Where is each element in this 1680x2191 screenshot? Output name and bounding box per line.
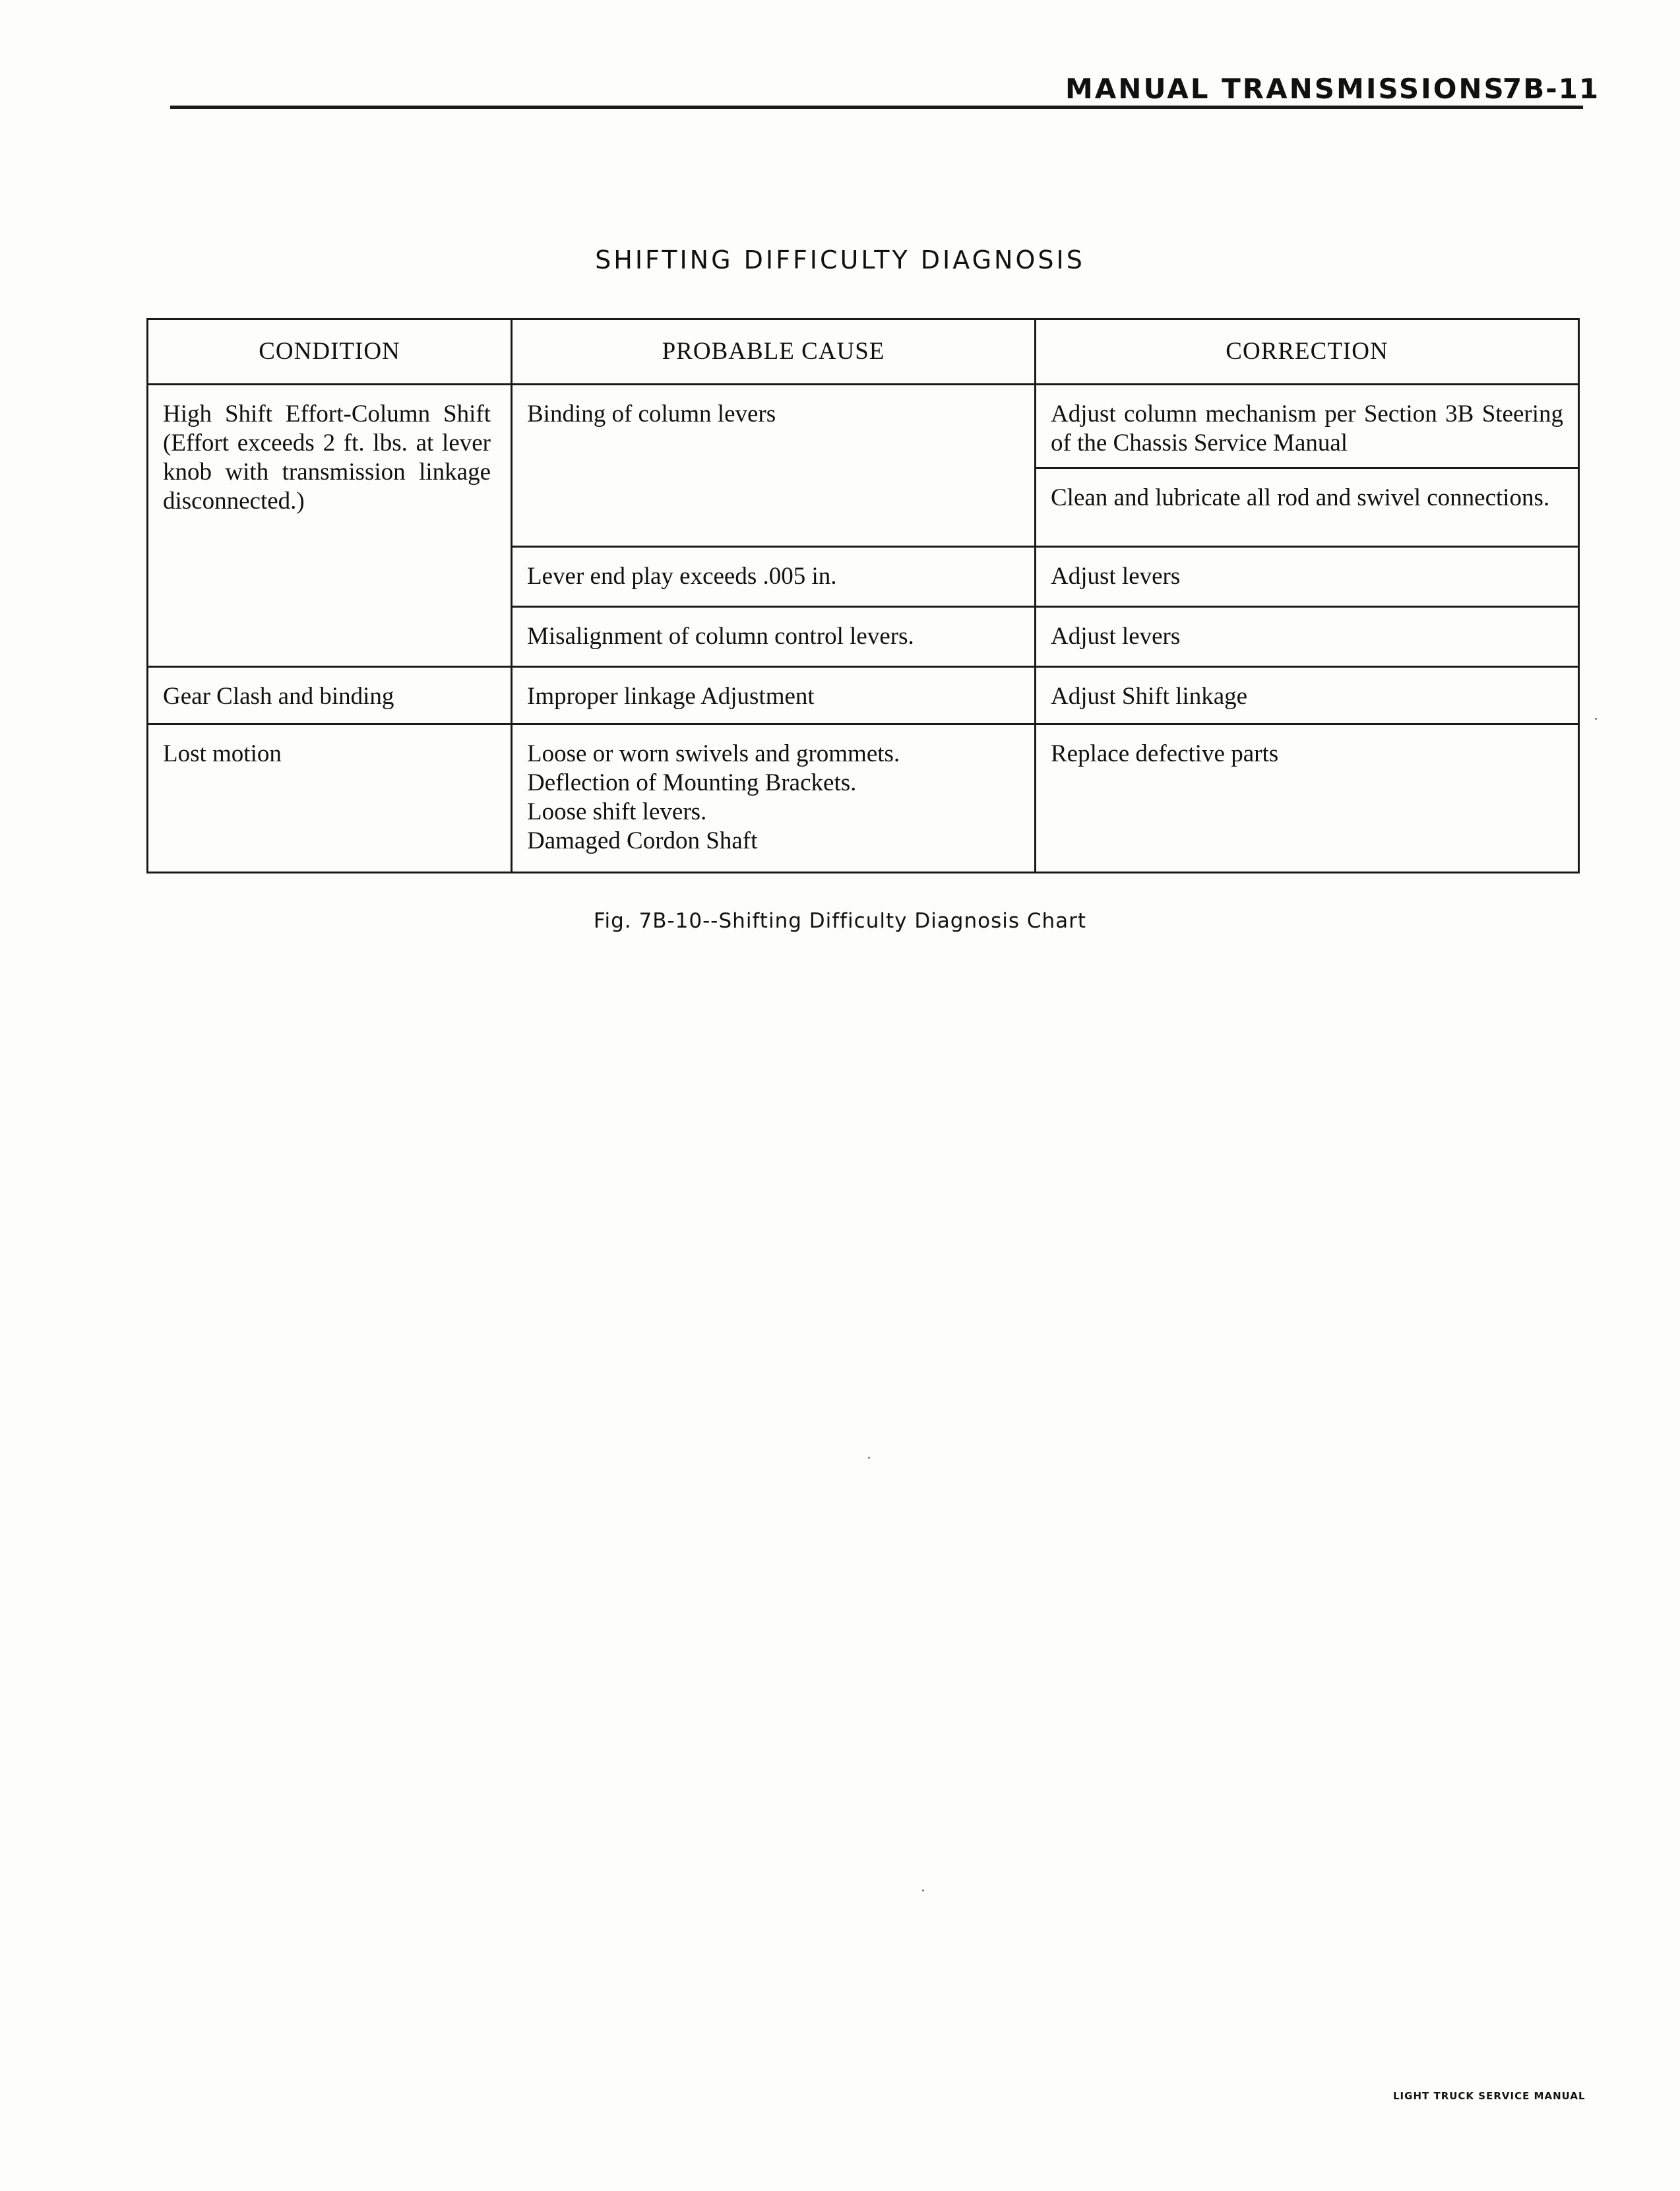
condition-cell: High Shift Effort-Column Shift (Effort exceeds 2 ft. lbs. at lever knob with transmission linkage disconnected.) [148,385,512,667]
scan-speck [1595,718,1597,720]
cause-cell [512,724,1036,873]
footer-manual-title: LIGHT TRUCK SERVICE MANUAL [1393,2090,1586,2102]
column-header-correction: CORRECTION [1036,319,1579,385]
correction-cell: Clean and lubricate all rod and swivel connections. [1036,468,1579,547]
cause-line: Damaged Cordon Shaft [527,827,758,854]
table-row [148,385,1579,468]
correction-cell: Adjust Shift linkage [1036,667,1579,724]
figure-caption: Fig. 7B-10--Shifting Difficulty Diagnosis Chart [593,909,1087,933]
column-header-probable-cause: PROBABLE CAUSE [512,319,1036,385]
diagnosis-table [146,318,1580,873]
correction-cell: Replace defective parts [1036,724,1579,873]
table-header-row [148,319,1579,385]
scan-speck [868,1457,870,1459]
column-header-condition: CONDITION [148,319,512,385]
scan-speck [922,1889,924,1891]
cause-line: Loose or worn swivels and grommets. [527,740,900,767]
cause-cell: Improper linkage Adjustment [512,667,1036,724]
correction-cell: Adjust levers [1036,547,1579,607]
cause-cell: Binding of column levers [512,385,1036,547]
cause-line: Deflection of Mounting Brackets. [527,769,857,796]
condition-cell: Lost motion [148,724,512,873]
cause-cell: Lever end play exceeds .005 in. [512,547,1036,607]
condition-cell: Gear Clash and binding [148,667,512,724]
cause-cell: Misalignment of column control levers. [512,607,1036,667]
header-rule [170,106,1583,109]
table-row [148,667,1579,724]
cause-line: Loose shift levers. [527,798,707,825]
header-page-number: 7B-11 [1503,73,1600,105]
table-row [148,724,1579,873]
correction-cell: Adjust column mechanism per Section 3B Steering of the Chassis Service Manual [1036,385,1579,468]
correction-cell: Adjust levers [1036,607,1579,667]
header-section-title: MANUAL TRANSMISSIONS [1065,73,1506,105]
chart-title: SHIFTING DIFFICULTY DIAGNOSIS [595,245,1085,274]
